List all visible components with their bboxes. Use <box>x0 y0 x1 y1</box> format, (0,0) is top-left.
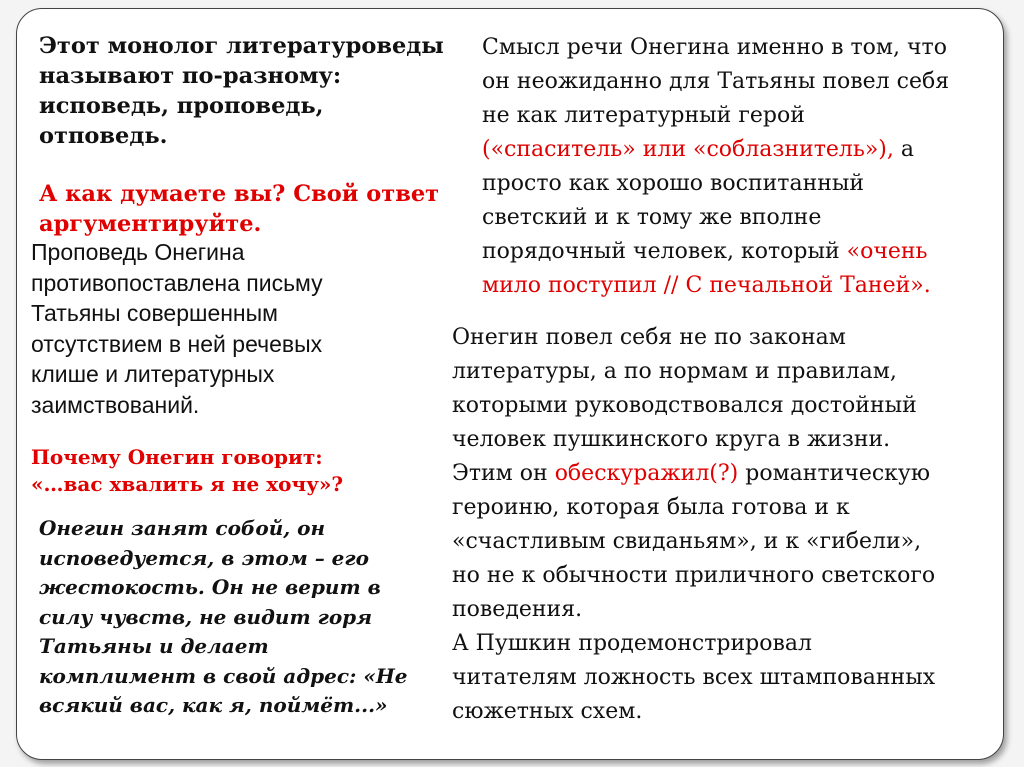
text-line: он неожиданно для Татьяны повел себя <box>482 69 950 94</box>
paragraph-onegin <box>452 321 997 729</box>
text-line: Почему Онегин говорит: <box>31 445 323 469</box>
question-discussion <box>39 31 471 151</box>
text-line: заимствований. <box>31 391 200 418</box>
text-line: жестокость. Он не верит в <box>39 575 381 599</box>
text-line: человек пушкинского круга в жизни. <box>452 427 891 452</box>
text-line: исповедь, проповедь, <box>39 93 324 119</box>
text-line: Татьяны совершенным <box>31 300 278 326</box>
text-line: поведения. <box>452 597 583 622</box>
question-prompt <box>39 179 471 239</box>
text-line: «…вас хвалить я не хочу»? <box>31 472 344 496</box>
text-line: клише и литературных <box>31 361 275 387</box>
text-line: исповедуется, в этом – его <box>39 545 369 570</box>
text-span: а <box>893 137 914 162</box>
question-why <box>31 444 471 498</box>
text-line: читателям ложность всех штампованных <box>452 665 936 690</box>
highlight-line: мило поступил // С печальной Таней». <box>482 273 931 298</box>
answer-why <box>39 514 459 721</box>
text-line: Смысл речи Онегина именно в том, что <box>482 35 947 60</box>
text-line: называют по-разному: <box>39 63 342 89</box>
text-line: светский и к тому же вполне <box>482 205 822 230</box>
text-line: но не к обычности приличного светского <box>452 563 936 588</box>
text-line: отсутствием в ней речевых <box>31 330 323 357</box>
text-line: не как литературный герой <box>482 103 805 128</box>
highlight-text: обескуражил(?) <box>554 461 739 486</box>
text-line: аргументируйте. <box>39 211 262 237</box>
text-line: Онегин повел себя не по законам <box>452 325 846 350</box>
highlight-text: («спаситель» или «соблазнитель»), <box>482 137 894 162</box>
text-line <box>452 457 997 491</box>
text-line: А Пушкин продемонстрировал <box>452 631 812 656</box>
text-line <box>482 235 997 269</box>
text-line: противопоставлена письму <box>31 269 323 296</box>
text-line: которыми руководствовался достойный <box>452 393 917 418</box>
text-line: комплимент в свой адрес: «Не <box>39 663 408 688</box>
answer-sermon <box>31 237 471 420</box>
text-span: Этим он <box>452 461 555 486</box>
text-line: Татьяны и делает <box>39 634 269 658</box>
text-line: литературы, а по нормам и правилам, <box>452 359 897 384</box>
text-line: отповедь. <box>39 123 168 149</box>
text-line: всякий вас, как я, поймёт...» <box>39 693 388 717</box>
text-line: силу чувств, не видит горя <box>39 604 373 629</box>
text-line: Проповедь Онегина <box>31 239 245 265</box>
highlight-text: «очень <box>846 239 928 264</box>
text-line: просто как хорошо воспитанный <box>482 171 865 196</box>
text-line: героиню, которая была готова и к <box>452 495 850 520</box>
text-span: порядочный человек, который <box>482 239 847 264</box>
text-line <box>482 133 997 167</box>
text-line: Этот монолог литературоведы <box>39 33 444 59</box>
text-line: А как думаете вы? Свой ответ <box>39 181 440 207</box>
text-line: Онегин занят собой, он <box>39 516 326 540</box>
text-line: сюжетных схем. <box>452 699 643 724</box>
slide <box>16 8 1004 760</box>
text-line: «счастливым свиданьям», и к «гибели», <box>452 529 922 554</box>
text-span: романтическую <box>738 461 931 486</box>
paragraph-meaning <box>482 31 997 303</box>
